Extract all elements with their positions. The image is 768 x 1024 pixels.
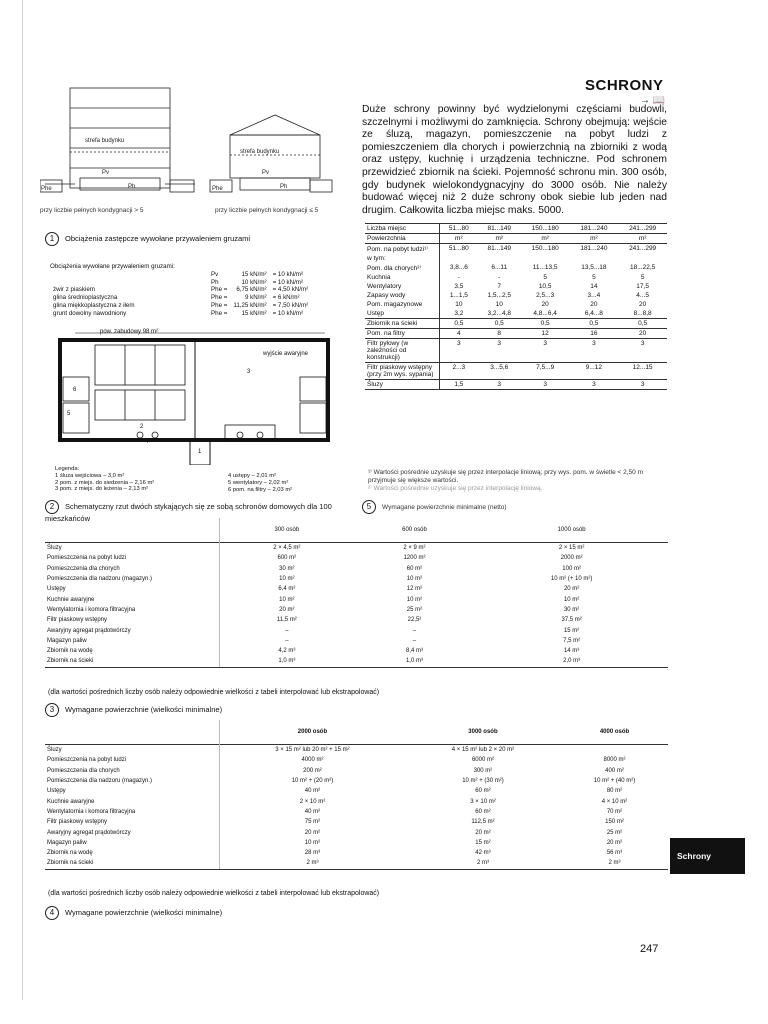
cell: 5 [592, 274, 596, 281]
cell: 2,5...3 [536, 292, 555, 299]
cell: 10 m² [406, 576, 423, 583]
cell: 20 m² [304, 829, 321, 836]
cell: 0,5 [521, 319, 570, 329]
row-label: Filtr piaskowy wstępny [45, 817, 220, 827]
cell: 37,5 m² [561, 617, 582, 624]
chapter-tab: Schrony [670, 838, 745, 874]
cell: 20 [639, 301, 647, 308]
cell: 1200 m² [403, 555, 426, 562]
row-label: Zapasy wody [365, 291, 440, 300]
load-value: 9 kN/m² [244, 294, 267, 302]
cell: 2,0 m³ [475, 656, 668, 667]
cell: 51...80 [440, 244, 478, 255]
cell: 2 m³ [405, 858, 561, 869]
load-label [50, 279, 208, 287]
cell: 2...3 [440, 363, 478, 380]
room-number: 6 [73, 387, 77, 393]
cell: 4,2 m³ [278, 648, 296, 655]
cell: 4,8...6,4 [533, 310, 557, 317]
cell: 10 m² + (20 m²) [291, 778, 334, 785]
cell: 300 m² [473, 767, 493, 774]
cell: – [412, 627, 417, 634]
cell: 200 m² [303, 767, 322, 774]
legend-item: 2 pom. z miejs. do siedzenia – 2,16 m² [55, 479, 155, 486]
cell: 4 × 10 m² [601, 798, 628, 805]
cell: 40 m² [304, 808, 321, 815]
cell: – [285, 627, 289, 634]
col-header: 2000 osób [297, 729, 328, 735]
room-number: 1 [198, 449, 202, 455]
cell: 400 m² [605, 767, 624, 774]
cell: 0,5 [618, 319, 667, 329]
cell: 600 m² [277, 555, 297, 562]
cell: 14 m³ [563, 648, 580, 655]
caption-text: Wymagane powierzchnie (wielkości minimalne) [65, 704, 223, 714]
cell: 0,5 [570, 319, 619, 329]
cell: 3 [618, 339, 667, 363]
load-value: 15 kN/m² [241, 309, 267, 317]
cell: 4 × 15 m² lub 2 × 20 m² [405, 745, 561, 756]
load-symbol: Pv [211, 270, 219, 278]
row-label: Zbiornik na wodę [45, 848, 220, 858]
svg-text:Phe: Phe [212, 186, 223, 192]
cell: 25 m² [406, 606, 423, 613]
row-label: Magazyn paliw [45, 636, 220, 646]
cell: 12...15 [618, 363, 667, 380]
load-value-alt: = 6 kN/m² [272, 294, 300, 302]
cell: 10 m² + (40 m²) [593, 778, 636, 785]
caption-text: Wymagane powierzchnie (wielkości minimalne) [65, 907, 223, 917]
loads-table [50, 271, 311, 318]
load-value-alt: = 10 kN/m² [272, 309, 304, 317]
cell: 3...4 [587, 292, 601, 299]
cell: 0,5 [478, 319, 521, 329]
cell: 1,0 m³ [354, 656, 476, 667]
cell: 3 [618, 380, 667, 390]
figure-number: 5 [362, 500, 376, 514]
cell: 75 m² [304, 819, 321, 826]
table-footnotes [368, 469, 668, 493]
cell: 8 [478, 329, 521, 339]
col-header: 81...149 [478, 224, 521, 234]
cell: 81...149 [478, 244, 521, 255]
cell: 7,5 m² [563, 637, 581, 644]
unit: m² [478, 234, 521, 244]
cell: 14 [590, 283, 598, 290]
row-label: Filtr piaskowy wstępny (przy 2m wys. sypania) [365, 363, 440, 380]
zone-label-right: strefa budynku [240, 149, 280, 155]
load-value-alt: = 7,50 kN/m² [272, 301, 309, 309]
unit-label: Powierzchnia [365, 234, 440, 244]
zone-label-left: strefa budynku [85, 138, 125, 144]
book-reference-icon: → 📖 [640, 95, 666, 106]
load-label: glina średnioplastyczna [53, 294, 118, 302]
cell: – [285, 637, 289, 644]
figure-number: 2 [45, 500, 59, 514]
cell: 10,5 [538, 283, 552, 290]
load-label [50, 271, 208, 279]
unit: m² [521, 234, 570, 244]
col-header: 3000 osób [468, 729, 498, 735]
cell: 150 m² [605, 819, 624, 826]
row-label: Zbiornik na ścieki [365, 319, 440, 329]
page-title: SCHRONY [585, 77, 664, 94]
cell: 13,5...18 [581, 264, 607, 271]
cell: 10 [495, 301, 503, 308]
row-label: w tym: [365, 254, 440, 263]
cell: 1,5 [440, 380, 478, 390]
load-symbol: Phe = [211, 294, 228, 302]
row-label: Wentylatornia i komora filtracyjna [45, 807, 220, 817]
footnote: ²⁾ Wartości pośrednie uzyskuje się przez interpolację liniową. [368, 485, 543, 492]
intro-paragraph: Duże schrony powinny być wydzielonymi częściami budowli, szczelnymi i możliwymi do zamknięcia. Schrony obejmują: wejście ze śluzą, magazyn, pomieszczenie na pobyt ludzi z pomieszczeniem dla chorych i powierzchnią na zbiorniki z wodą oraz ustępy, kuchnię i urządzenia techniczne. Pod schronem przewidzieć zbiornik na ścieki. Pojemność schronu min. 300 osób, gdy budynek wielokondygnacyjny do 3000 osób. Nie należy budować więcej niż 2 duże schrony obok siebie lub jeden nad drugim. Całkowita liczba miejsc maks. 5000. [362, 104, 667, 216]
plan-legend-right [228, 473, 292, 493]
figure-1-caption [45, 232, 250, 246]
row-label: Pomieszczenia dla chorych [45, 766, 220, 776]
legend-item: 1 śluza wejściowa – 3,0 m² [55, 472, 125, 479]
load-label: glina miękkoplastyczna z iłem [53, 301, 135, 309]
cell: 20 m² [606, 839, 623, 846]
shelter-floor-plan [55, 325, 345, 465]
load-value: 11,25 kN/m² [233, 301, 267, 309]
row-label: Awaryjny agregat prądotwórczy [45, 827, 220, 837]
legend-item: 4 ustępy – 2,01 m² [228, 473, 277, 479]
table-3-note: (dla wartości pośrednich liczby osób należy odpowiednie wielkości z tabeli interpolować lub ekstrapolować) [48, 689, 380, 696]
cell: 10 m² + (30 m²) [462, 778, 504, 785]
loads-heading: Obciążenia wywołane przywaleniem gruzami: [50, 263, 175, 270]
cell: 2000 m² [560, 555, 583, 562]
cell: - [457, 274, 460, 281]
row-label: Pom. dla chorych²⁾ [365, 263, 440, 273]
row-label: Magazyn paliw [45, 838, 220, 848]
load-symbol: Phe = [211, 286, 228, 294]
plan-legend [55, 466, 154, 493]
cell: 8...8,8 [633, 310, 652, 317]
cell: 20 m² [563, 586, 580, 593]
cell: 5 [640, 274, 645, 281]
cell: 3,8...6 [449, 264, 468, 271]
cell: 3 [570, 339, 619, 363]
load-value-alt: = 10 kN/m² [272, 270, 304, 278]
room-number: 4 [145, 439, 149, 445]
unit: m² [440, 234, 478, 244]
cell: 25 m² [606, 829, 623, 836]
loads-block [50, 263, 350, 318]
load-symbol: Ph [211, 278, 219, 286]
row-label: Filtr piaskowy wstępny [45, 615, 220, 625]
cell: 30 m² [563, 606, 580, 613]
cell: – [412, 637, 417, 644]
cell: 1,0 m³ [220, 656, 354, 667]
svg-text:Pv: Pv [102, 170, 110, 176]
cell [561, 745, 668, 756]
legend-item: 3 pom. z miejs. do leżenia – 2,13 m² [55, 486, 149, 493]
cell: 10 m² [563, 596, 580, 603]
cell: 3 × 10 m² [470, 798, 496, 805]
cell: 6,4 m² [278, 586, 296, 593]
col-header: Liczba miejsc [365, 224, 440, 234]
row-label: Zbiornik na ścieki [45, 858, 220, 869]
cell: 10 m² [279, 596, 295, 603]
cell: 1...1,5 [449, 292, 468, 299]
cell: 17,5 [636, 283, 649, 290]
col-header: 51...80 [440, 224, 478, 234]
cell: 2 × 15 m² [475, 543, 668, 554]
cell: 112,5 m² [471, 819, 495, 826]
footnote: ¹⁾ Wartości pośrednie uzyskuje się przez interpolacje liniową; przy wys. pom. w świetle < 2,50 m przyjmuje się większe wartości. [368, 469, 644, 484]
cell: 8,4 m³ [405, 648, 423, 655]
cell: 100 m² [562, 565, 581, 572]
row-label: Kuchnie awaryjne [45, 796, 220, 806]
cell: 20 [618, 329, 667, 339]
cell: 181...240 [570, 244, 619, 255]
cell: 2 × 4,5 m² [220, 543, 354, 554]
cell: 3 [440, 339, 478, 363]
page-edge [22, 0, 23, 1000]
cell: 3 [478, 380, 521, 390]
legend-title: Legenda: [55, 466, 80, 472]
cell: 4000 m² [301, 757, 324, 764]
cell: 15 m² [475, 839, 491, 846]
load-value: 6,75 kN/m² [236, 286, 267, 294]
svg-text:Ph: Ph [128, 184, 136, 190]
row-label: Pomieszczenia na pobyt ludzi [45, 553, 220, 563]
row-label: Ustępy [45, 786, 220, 796]
col-header: 300 osób [274, 527, 300, 533]
cell: 3 [521, 380, 570, 390]
plan-area-label: pow. zabudowy 98 m² [100, 329, 159, 335]
row-label: Zbiornik na ścieki [45, 656, 220, 667]
cell: 60 m² [475, 788, 491, 795]
caption-text: Obciążenia zastępcze wywołane przywaleniem gruzami [65, 233, 251, 243]
cell: 80 m² [606, 788, 623, 795]
col-header: 150...180 [521, 224, 570, 234]
cell: 3,2 [454, 310, 464, 317]
svg-text:Pv: Pv [262, 170, 270, 176]
cell: 6...11 [491, 264, 508, 271]
row-label: Kuchnia [365, 273, 440, 282]
cell: 20 m² [475, 829, 491, 836]
figure-number: 3 [45, 703, 59, 717]
load-symbol: Phe = [211, 301, 228, 309]
cell: 3 [570, 380, 619, 390]
cell: 28 m³ [304, 850, 321, 857]
cell: 241...299 [618, 244, 667, 255]
row-label: Pomieszczenia dla chorych [45, 564, 220, 574]
row-label: Ustępy [45, 584, 220, 594]
cell: 9...12 [570, 363, 619, 380]
cell: 2 m³ [220, 858, 405, 869]
row-label: Pomieszczenia dla nadzoru (magazyn.) [45, 776, 220, 786]
load-label: żwir z piaskiem [53, 286, 95, 294]
col-header: 241...299 [618, 224, 667, 234]
cell: 30 m² [279, 565, 295, 572]
row-label: Pom. na filtry [365, 329, 440, 339]
cell: 10 m² [279, 576, 295, 583]
row-label: Śluzy [45, 745, 220, 756]
cell: 2 × 10 m² [299, 798, 326, 805]
cell: 20 [590, 301, 598, 308]
cell: 60 m² [475, 808, 491, 815]
cell: 11,5 m² [276, 617, 297, 624]
col-header: 1000 osób [557, 527, 586, 533]
load-diagram [40, 80, 360, 220]
svg-text:Phe: Phe [41, 186, 52, 192]
col-header: 4000 osób [599, 729, 630, 735]
cell: 2 m³ [561, 858, 668, 869]
cell: 7,5...9 [521, 363, 570, 380]
row-label: Śluzy [365, 380, 440, 390]
cell: 0,5 [440, 319, 478, 329]
row-label: Awaryjny agregat prądotwórczy [45, 625, 220, 635]
cell: 40 m² [304, 788, 321, 795]
diagram-caption-right: przy liczbie pełnych kondygnacji ≤ 5 [215, 207, 319, 214]
cell: 2 × 9 m² [354, 543, 476, 554]
cell: 4...5 [636, 292, 649, 299]
caption-text: Wymagane powierzchnie minimalne (netto) [382, 503, 507, 511]
page-number: 247 [640, 943, 659, 955]
cell: - [498, 274, 501, 281]
cell: 10 m² [406, 596, 423, 603]
plan-exit-label: wyjście awaryjne [263, 351, 309, 357]
cell: 10 m² [304, 839, 321, 846]
cell: 70 m² [606, 808, 623, 815]
legend-item: 6 pom. na filtry – 2,03 m² [228, 486, 293, 493]
unit: m² [570, 234, 619, 244]
table-required-areas-300-1000 [45, 518, 668, 668]
row-label: Kuchnie awaryjne [45, 594, 220, 604]
cell: 3 [478, 339, 521, 363]
load-value-alt: = 4,50 kN/m² [272, 286, 309, 294]
row-label: Wentylatornia i komora filtracyjna [45, 605, 220, 615]
cell: 20 [541, 301, 549, 308]
cell: 150...180 [521, 244, 570, 255]
row-label: Pomieszczenia na pobyt ludzi [45, 755, 220, 765]
row-label: Filtr pyłowy (w zależności od konstrukcji) [365, 339, 440, 363]
cell: 56 m³ [606, 850, 623, 857]
cell: 20 m² [279, 606, 295, 613]
room-number: 3 [247, 369, 251, 375]
svg-text:Ph: Ph [280, 184, 288, 190]
table-4-note: (dla wartości pośrednich liczby osób należy odpowiednie wielkości z tabeli interpolować lub ekstrapolować) [48, 890, 380, 897]
room-number: 5 [67, 411, 71, 417]
cell: 16 [570, 329, 619, 339]
figure-5-caption [362, 500, 507, 514]
cell: 42 m³ [475, 850, 491, 857]
cell: 3,2...4,8 [487, 310, 511, 317]
row-label: Pom. magazynowe [365, 300, 440, 309]
row-label: Wentylatory [365, 282, 440, 291]
cell: 3...5,6 [478, 363, 521, 380]
cell: 6,4...8 [584, 310, 603, 317]
cell: 6000 m² [471, 757, 494, 764]
load-label: grunt dowolny nawodniony [53, 309, 127, 317]
cell: 60 m² [406, 565, 423, 572]
load-value: 10 kN/m² [241, 278, 267, 286]
cell: 11...13,5 [532, 264, 558, 271]
cell: 12 [521, 329, 570, 339]
cell: 15 m² [563, 627, 580, 634]
load-value-alt: = 10 kN/m² [272, 278, 304, 286]
table-required-areas-2000-4000 [45, 720, 668, 870]
cell: 3,5 [454, 283, 464, 290]
cell: 5 [543, 274, 547, 281]
cell: 12 m² [406, 586, 423, 593]
load-symbol: Phe = [211, 309, 228, 317]
col-header: 600 osób [402, 527, 427, 533]
cell: 10 m² (+ 10 m²) [550, 576, 593, 583]
cell: 7 [497, 283, 502, 290]
figure-4-caption [45, 906, 222, 920]
table-minimum-areas [365, 223, 667, 390]
row-label: Śluzy [45, 543, 220, 554]
row-label: Zbiornik na wodę [45, 646, 220, 656]
row-label: Pom. na pobyt ludzi¹⁾ [365, 244, 440, 255]
cell: 22,5² [407, 617, 422, 624]
col-header: 181...240 [570, 224, 619, 234]
caption-text: Schematyczny rzut dwóch stykających się ze sobą schronów domowych dla 100 mieszkańców [45, 501, 332, 523]
diagram-caption-left: przy liczbie pełnych kondygnacji > 5 [40, 207, 144, 214]
cell: 1,5...2,5 [487, 292, 511, 299]
cell: 18...22,5 [629, 264, 656, 271]
figure-3-caption [45, 703, 222, 717]
figure-number: 1 [45, 232, 59, 246]
room-number: 2 [140, 424, 144, 430]
cell: 8000 m² [603, 757, 626, 764]
cell: 3 [521, 339, 570, 363]
cell: 4 [440, 329, 478, 339]
row-label: Ustęp [365, 309, 440, 319]
unit: m² [618, 234, 667, 244]
legend-item: 5 wentylatory – 2,02 m² [228, 479, 289, 486]
cell: 10 [455, 301, 463, 308]
row-label: Pomieszczenia dla nadzoru (magazyn.) [45, 574, 220, 584]
cell: 3 × 15 m² lub 20 m² + 15 m² [220, 745, 405, 756]
load-value: 15 kN/m² [241, 270, 267, 278]
figure-number: 4 [45, 906, 59, 920]
